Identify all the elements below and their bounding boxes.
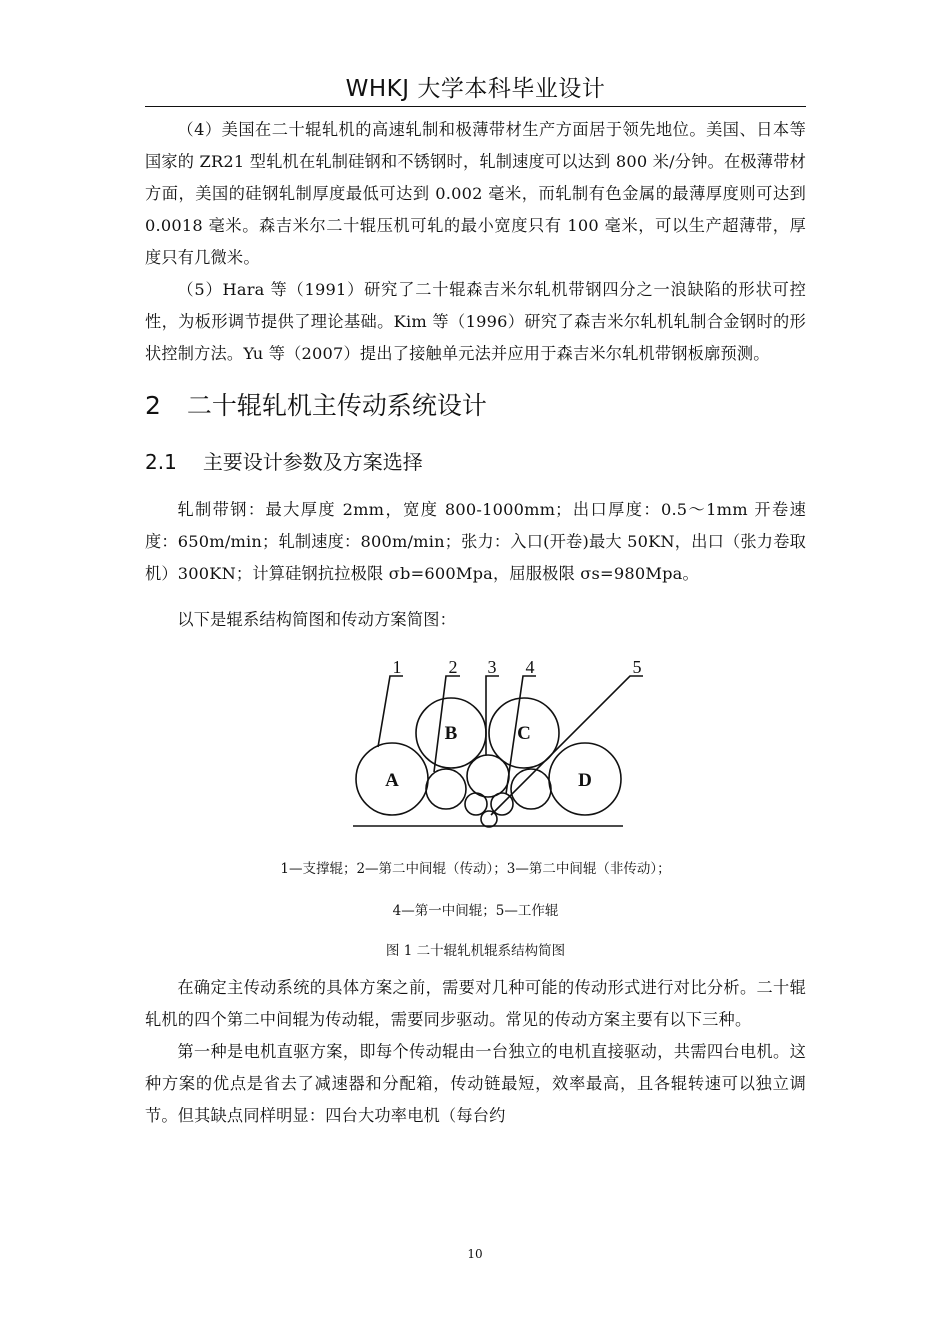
design-parameters-paragraph: 轧制带钢：最大厚度 2mm，宽度 800-1000mm；出口厚度：0.5～1mm 开卷速度：650m/min；轧制速度：800m/min；张力：入口(开卷)最大 50KN，出口（张力卷取机）300KN；计算硅钢抗拉极限 σb=600Mpa，屈服极限 σs=980Mpa。 — [145, 500, 806, 583]
figure-caption: 图 1 二十辊轧机辊系结构简图 — [385, 943, 566, 959]
second-intermediate-roll-center — [467, 755, 509, 797]
roll-label-b: B — [444, 723, 458, 744]
subsection-title: 主要设计参数及方案选择 — [202, 450, 423, 474]
figure-legend-line-1: 1—支撑辊；2—第二中间辊（传动）；3—第二中间辊（非传动）； — [280, 861, 671, 877]
figure-legend-line-2: 4—第一中间辊；5—工作辊 — [392, 903, 559, 919]
roll-label-d: D — [578, 770, 592, 791]
page-number: 10 — [467, 1247, 483, 1261]
section-title: 二十辊轧机主传动系统设计 — [186, 391, 487, 420]
subsection-number: 2.1 — [145, 450, 177, 474]
paragraph-5: （5）Hara 等（1991）研究了二十辊森吉米尔轧机带钢四分之一浪缺陷的形状可控性，为板形调节提供了理论基础。Kim 等（1996）研究了森吉米尔轧机轧制合金钢时的形状控制方法。Yu 等（2007）提出了接触单元法并应用于森吉米尔轧机带钢板廓预测。 — [145, 280, 806, 363]
roll-label-c: C — [517, 723, 531, 744]
callout-2: 2 — [448, 657, 458, 677]
page-content — [145, 114, 806, 1132]
leader-line-1 — [378, 676, 403, 747]
section-number: 2 — [145, 391, 161, 420]
first-intermediate-roll-left — [465, 793, 487, 815]
running-header: WHKJ 大学本科毕业设计 — [345, 76, 606, 102]
subsection-heading — [145, 444, 806, 480]
section-heading — [145, 386, 806, 426]
roll-system-diagram — [145, 648, 806, 844]
header-rule — [145, 106, 806, 107]
transmission-intro-paragraph: 在确定主传动系统的具体方案之前，需要对几种可能的传动形式进行对比分析。二十辊轧机的四个第二中间辊为传动辊，需要同步驱动。常见的传动方案主要有以下三种。 — [145, 978, 806, 1029]
roll-system-figure — [145, 648, 806, 844]
callout-5: 5 — [632, 657, 642, 677]
leader-line-5 — [491, 676, 643, 815]
paragraph-4: （4）美国在二十辊轧机的高速轧制和极薄带材生产方面居于领先地位。美国、日本等国家的 ZR21 型轧机在轧制硅钢和不锈钢时，轧制速度可以达到 800 米/分钟。在极薄带材方面，美国的硅钢轧制厚度最低可达到 0.002 毫米，而轧制有色金属的最薄厚度则可达到 0.0018 毫米。森吉米尔二十辊压机可轧的最小宽度只有 100 毫米，可以生产超薄带，厚度只有几微米。 — [145, 120, 806, 267]
callout-1: 1 — [392, 657, 402, 677]
leader-line-3 — [486, 676, 499, 755]
callout-3: 3 — [487, 657, 497, 677]
figure-intro-paragraph: 以下是辊系结构简图和传动方案简图： — [177, 610, 456, 629]
second-intermediate-roll-left — [426, 769, 466, 809]
direct-drive-paragraph: 第一种是电机直驱方案，即每个传动辊由一台独立的电机直接驱动，共需四台电机。这种方案的优点是省去了减速器和分配箱，传动链最短，效率最高，且各辊转速可以独立调节。但其缺点同样明显：四台大功率电机（每台约 — [145, 1042, 806, 1125]
work-roll — [481, 811, 497, 827]
roll-label-a: A — [385, 770, 399, 791]
callout-4: 4 — [525, 657, 535, 677]
